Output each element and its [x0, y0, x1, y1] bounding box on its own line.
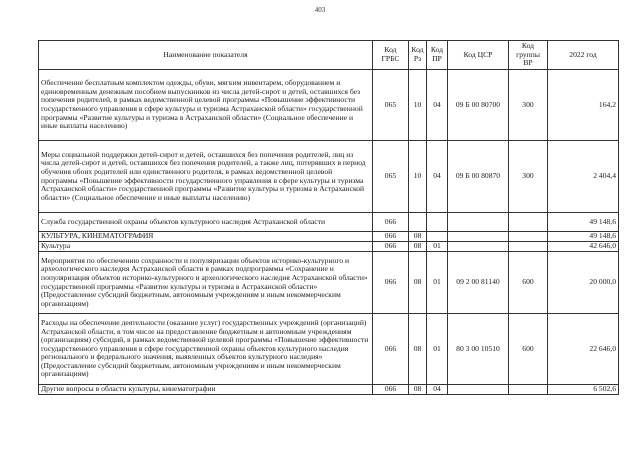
row-csr: 09 Б 00 80700 — [448, 70, 509, 141]
row-grbs: 066 — [373, 213, 409, 232]
table-row — [39, 242, 619, 252]
row-pr: 01 — [427, 314, 448, 385]
table-row — [39, 232, 619, 242]
row-csr — [448, 232, 509, 242]
table-row — [39, 385, 619, 395]
row-name: Мероприятия по обеспечению сохранности и популяризации объектов историко-культурного и археологического наследия Астраханской области в рамках подпрограммы «Сохранение и популяризация объектов историко-культурного и археологического наследия Астраханской области» государственной программы «Развитие культуры и туризма в Астраханской области» (Предоставление субсидий бюджетным, автономным учреждениям и иным некоммерческим организациям) — [39, 252, 373, 314]
row-vr: 600 — [509, 314, 548, 385]
row-grbs: 066 — [373, 232, 409, 242]
header-rz: Код Рз — [409, 41, 427, 70]
row-csr — [448, 213, 509, 232]
row-name: Культура — [39, 242, 373, 252]
row-amount: 6 502,6 — [548, 385, 619, 395]
row-vr: 300 — [509, 141, 548, 213]
row-grbs: 066 — [373, 252, 409, 314]
row-name: КУЛЬТУРА, КИНЕМАТОГРАФИЯ — [39, 232, 373, 242]
row-csr — [448, 385, 509, 395]
row-pr — [427, 213, 448, 232]
row-amount: 164,2 — [548, 70, 619, 141]
row-name: Меры социальной поддержки детей-сирот и детей, оставшихся без попечения родителей, лиц из числа детей-сирот и детей, оставшихся без попечения родителей, а также лиц, потерявших в период обучения обоих родителей или единственного родителя, в рамках ведомственной целевой программы «Повышение эффективности государственного управления в сфере культуры и туризма Астраханской области» государственной программы «Развитие культуры и туризма в Астраханской области» (Социальное обеспечение и иные выплаты населению) — [39, 141, 373, 213]
row-rz: 08 — [409, 242, 427, 252]
row-vr — [509, 213, 548, 232]
row-pr — [427, 232, 448, 242]
row-rz: 08 — [409, 252, 427, 314]
row-rz: 08 — [409, 232, 427, 242]
row-grbs: 065 — [373, 70, 409, 141]
row-name: Расходы на обеспечение деятельности (оказание услуг) государственных учреждений (организаций) Астраханской области, в том числе на предоставление бюджетным и автономным учреждениям (организациям) субсидий, в рамках ведомственной целевой программы «Повышение эффективности государственного управления в сфере государственной охраны объектов культурного наследия регионального и федерального значения, выявленных объектов культурного наследия» (Предоставление субсидий бюджетным, автономным учреждениям и иным некоммерческим организациям) — [39, 314, 373, 385]
table-row — [39, 141, 619, 213]
row-name: Служба государственной охраны объектов культурного наследия Астраханской области — [39, 213, 373, 232]
table-row — [39, 70, 619, 141]
row-grbs: 066 — [373, 242, 409, 252]
row-vr — [509, 242, 548, 252]
row-amount: 20 000,0 — [548, 252, 619, 314]
header-vr: Код группы ВР — [509, 41, 548, 70]
page-number: 403 — [314, 6, 326, 14]
row-name: Обеспечение бесплатным комплектом одежды, обуви, мягким инвентарем, оборудованием и единовременным денежным пособием выпускников из числа детей-сирот и детей, оставшихся без попечения родителей, в рамках ведомственной целевой программы «Повышение эффективности государственного управления в сфере культуры и туризма Астраханской области» государственной программы «Развитие культуры и туризма в Астраханской области» (Социальное обеспечение и иные выплаты населению) — [39, 70, 373, 141]
row-name: Другие вопросы в области культуры, кинематографии — [39, 385, 373, 395]
budget-table — [38, 40, 619, 395]
row-rz: 08 — [409, 314, 427, 385]
header-grbs: Код ГРБС — [373, 41, 409, 70]
row-grbs: 066 — [373, 385, 409, 395]
row-amount: 42 646,0 — [548, 242, 619, 252]
row-vr — [509, 232, 548, 242]
row-amount: 49 148,6 — [548, 232, 619, 242]
header-name: Наименование показателя — [39, 41, 373, 70]
table-header-row — [39, 41, 619, 70]
row-pr: 04 — [427, 385, 448, 395]
header-year: 2022 год — [548, 41, 619, 70]
table-row — [39, 314, 619, 385]
row-amount: 2 404,4 — [548, 141, 619, 213]
header-pr: Код ПР — [427, 41, 448, 70]
row-csr: 80 3 00 10510 — [448, 314, 509, 385]
row-pr: 04 — [427, 141, 448, 213]
header-csr: Код ЦСР — [448, 41, 509, 70]
row-grbs: 065 — [373, 141, 409, 213]
row-amount: 22 646,0 — [548, 314, 619, 385]
row-vr: 600 — [509, 252, 548, 314]
row-rz — [409, 213, 427, 232]
row-csr: 09 2 00 81140 — [448, 252, 509, 314]
row-pr: 04 — [427, 70, 448, 141]
table-row — [39, 213, 619, 232]
row-rz: 08 — [409, 385, 427, 395]
row-rz: 10 — [409, 70, 427, 141]
row-vr — [509, 385, 548, 395]
row-pr: 01 — [427, 252, 448, 314]
row-pr: 01 — [427, 242, 448, 252]
row-grbs: 066 — [373, 314, 409, 385]
row-amount: 49 148,6 — [548, 213, 619, 232]
table-row — [39, 252, 619, 314]
row-rz: 10 — [409, 141, 427, 213]
row-vr: 300 — [509, 70, 548, 141]
row-csr — [448, 242, 509, 252]
row-csr: 09 Б 00 80870 — [448, 141, 509, 213]
